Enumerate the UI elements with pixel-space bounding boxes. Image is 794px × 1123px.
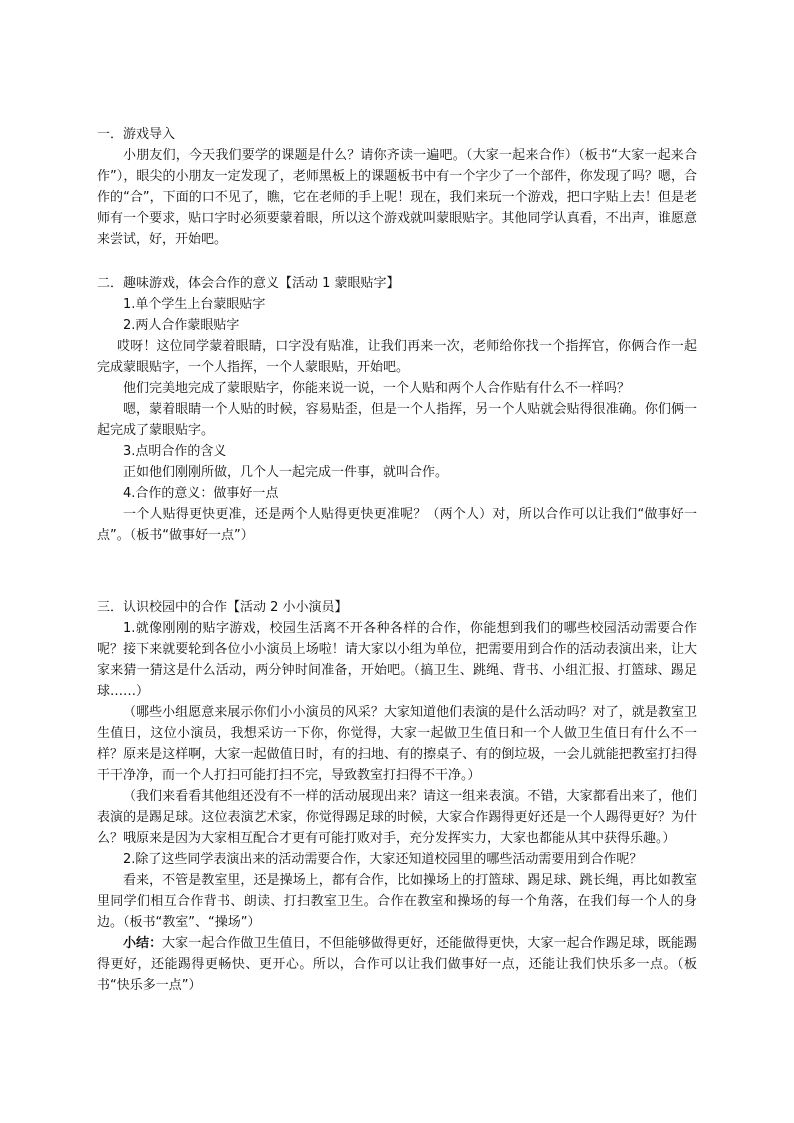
summary-text: 大家一起合作做卫生值日，不但能够做得更好，还能做得更快，大家一起合作踢足球，既能踢得更好，还能踢得更畅快、更开心。所以，合作可以让我们做事好一点，还能让我们快乐多一点。（板书“快乐多一点”）: [97, 936, 697, 993]
section-fun-game: [97, 273, 697, 546]
summary-label: 小结：: [123, 936, 163, 951]
section-game-intro: [97, 124, 697, 250]
paragraph: 他们完美地完成了蒙眼贴字，你能来说一说，一个人贴和两个人合作贴有什么不一样吗？: [123, 381, 631, 396]
section-heading: 三．认识校园中的合作【活动 2 小小演员】: [97, 600, 348, 615]
summary-paragraph: [97, 933, 697, 996]
paragraph: （哪些小组愿意来展示你们小小演员的风采？大家知道他们表演的是什么活动吗？对了，就是教室卫生值日，这位小演员，我想采访一下你，你觉得，大家一起做卫生值日和一个人做卫生值日有什么不一样？原来是这样啊，大家一起做值日时，有的扫地、有的擦桌子、有的倒垃圾，一会儿就能把教室打扫得干干净净，而一个人打扫可能打扫不完，导致教室打扫得不干净。）: [97, 705, 697, 783]
list-item: 4.合作的意义：做事好一点: [123, 486, 279, 501]
paragraph: 小朋友们，今天我们要学的课题是什么？请你齐读一遍吧。（大家一起来合作）（板书“大家一起来合作”），眼尖的小朋友一定发现了，老师黑板上的课题板书中有一个字少了一个部件，你发现了吗？嗯，合作的“合”，下面的口不见了，瞧，它在老师的手上呢！现在，我们来玩一个游戏，把口字贴上去！但是老师有一个要求，贴口字时必须要蒙着眼，所以这个游戏就叫蒙眼贴字。其他同学认真看，不出声，谁愿意来尝试，好，开始吧。: [97, 148, 697, 247]
paragraph: 1.就像刚刚的贴字游戏，校园生活离不开各种各样的合作，你能想到我们的哪些校园活动需要合作呢？接下来就要轮到各位小小演员上场啦！请大家以小组为单位，把需要用到合作的活动表演出来，让大家来猜一猜这是什么活动，两分钟时间准备，开始吧。（搞卫生、跳绳、背书、小组汇报、打篮球、踢足球……）: [97, 621, 697, 699]
paragraph: （我们来看看其他组还没有不一样的活动展现出来？请这一组来表演。不错，大家都看出来了，他们表演的是踢足球。这位表演艺术家，你觉得踢足球的时候，大家合作踢得更好还是一个人踢得更好？为什么？哦原来是因为大家相互配合才更有可能打败对手，充分发挥实力，大家也都能从其中获得乐趣。）: [97, 789, 697, 846]
list-item: 3.点明合作的含义: [123, 444, 227, 459]
paragraph: 正如他们刚刚所做，几个人一起完成一件事，就叫合作。: [123, 465, 449, 480]
paragraph: 一个人贴得更快更准，还是两个人贴得更快更准呢？（两个人）对，所以合作可以让我们“做事好一点”。（板书“做事好一点”）: [97, 507, 697, 543]
paragraph: 嗯，蒙着眼睛一个人贴的时候，容易贴歪，但是一个人指挥，另一个人贴就会贴得很准确。你们俩一起完成了蒙眼贴字。: [97, 402, 697, 438]
list-item: 2.两人合作蒙眼贴字: [123, 318, 240, 333]
paragraph: 哎呀！这位同学蒙着眼睛，口字没有贴准，让我们再来一次，老师给你找一个指挥官，你俩合作一起完成蒙眼贴字，一个人指挥，一个人蒙眼贴，开始吧。: [97, 339, 697, 375]
section-heading: 二．趣味游戏，体会合作的意义【活动 1 蒙眼贴字】: [97, 276, 400, 291]
section-heading: 一．游戏导入: [97, 127, 176, 142]
paragraph: 看来，不管是教室里，还是操场上，都有合作，比如操场上的打篮球、踢足球、跳长绳，再比如教室里同学们相互合作背书、朗读、打扫教室卫生。合作在教室和操场的每一个角落，在我们每一个人的身边。（板书“教室”、“操场”）: [97, 873, 697, 930]
paragraph: 2.除了这些同学表演出来的活动需要合作，大家还知道校园里的哪些活动需要用到合作呢？: [123, 852, 643, 867]
section-campus-cooperation: [97, 597, 697, 996]
list-item: 1.单个学生上台蒙眼贴字: [123, 297, 266, 312]
